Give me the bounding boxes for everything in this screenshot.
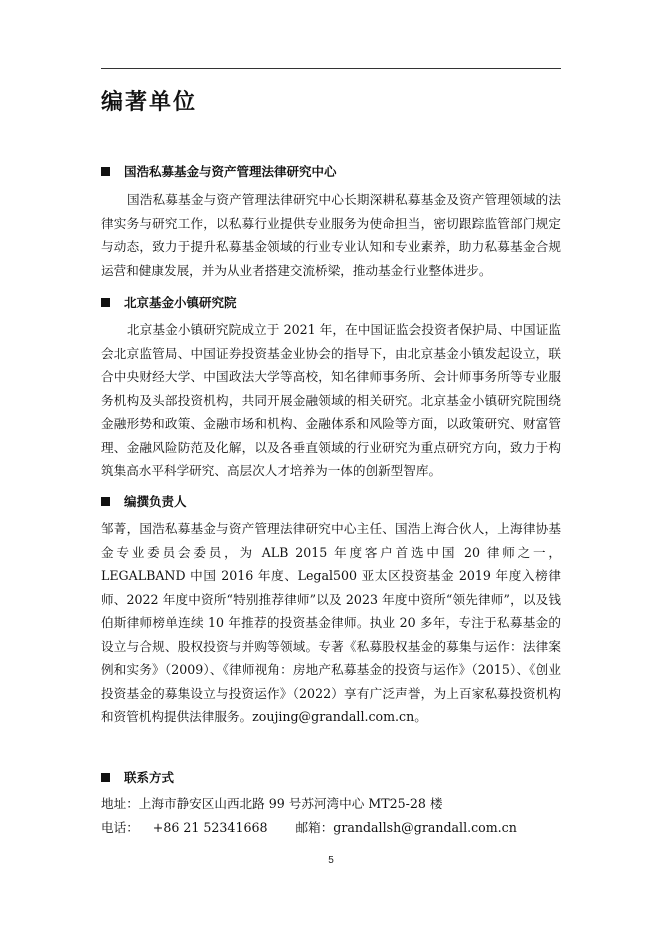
section-heading-grandall-center: [101, 162, 337, 180]
page-title: 编著单位: [101, 89, 198, 115]
page-number: 5: [328, 855, 334, 866]
section-heading-contact: [101, 768, 174, 786]
section-heading-editor-in-charge: [101, 492, 187, 510]
phone-label: 电话：: [101, 820, 139, 835]
section-body-beijing-fund-town: [101, 318, 561, 483]
phone-email-row: [101, 816, 561, 840]
section-heading-text: 北京基金小镇研究院: [124, 295, 237, 310]
section-heading-beijing-fund-town: [101, 293, 237, 311]
top-rule: [101, 68, 561, 69]
address-row: [101, 792, 561, 816]
section-body-text: 邹菁，国浩私募基金与资产管理法律研究中心主任、国浩上海合伙人，上海律协基金专业委员会委员，为 ALB 2015 年度客户首选中国 20 律师之一，LEGALBAND 中国 2016 年度、Legal500 亚太区投资基金 2019 年度入榜律师、2022 年度中资所“特别推荐律师”以及 2023 年度中资所“领先律师”，以及钱伯斯律师榜单连续 10 年推荐的投资基金律师。执业 20 多年，专注于私募基金的设立与合规、股权投资与并购等领域。专著《私募股权基金的募集与运作：法律案例和实务》（2009）、《律师视角：房地产私募基金的投资与运作》（2015）、《创业投资基金的募集设立与投资运作》（2022）享有广泛声誉，为上百家私募投资机构和资管机构提供法律服务。zoujing@grandall.com.cn。: [101, 521, 561, 724]
square-bullet-icon: [101, 298, 110, 307]
section-heading-text: 编撰负责人: [124, 494, 187, 509]
contact-block: [101, 792, 561, 840]
section-body-editor-in-charge: [101, 517, 561, 729]
square-bullet-icon: [101, 773, 110, 782]
address-value: 上海市静安区山西北路 99 号苏河湾中心 MT25-28 楼: [138, 796, 443, 811]
email-value[interactable]: grandallsh@grandall.com.cn: [333, 820, 517, 835]
section-body-grandall-center: [101, 188, 561, 282]
email-label: 邮箱：: [295, 820, 334, 835]
section-heading-text: 国浩私募基金与资产管理法律研究中心: [124, 164, 337, 179]
address-label: 地址：: [101, 796, 139, 811]
phone-value: +86 21 52341668: [152, 820, 268, 835]
section-body-text: 国浩私募基金与资产管理法律研究中心长期深耕私募基金及资产管理领域的法律实务与研究工作，以私募行业提供专业服务为使命担当，密切跟踪监管部门规定与动态，致力于提升私募基金领域的行业专业认知和专业素养，助力私募基金合规运营和健康发展，并为从业者搭建交流桥梁，推动基金行业整体进步。: [101, 192, 561, 278]
section-body-text: 北京基金小镇研究院成立于 2021 年，在中国证监会投资者保护局、中国证监会北京监管局、中国证券投资基金业协会的指导下，由北京基金小镇发起设立，联合中央财经大学、中国政法大学等高校，知名律师事务所、会计师事务所等专业服务机构及头部投资机构，共同开展金融领域的相关研究。北京基金小镇研究院围绕金融形势和政策、金融市场和机构、金融体系和风险等方面，以政策研究、财富管理、金融风险防范及化解，以及各垂直领域的行业研究为重点研究方向，致力于构筑集高水平科学研究、高层次人才培养为一体的创新型智库。: [101, 322, 561, 478]
square-bullet-icon: [101, 497, 110, 506]
section-heading-text: 联系方式: [124, 770, 175, 785]
square-bullet-icon: [101, 167, 110, 176]
